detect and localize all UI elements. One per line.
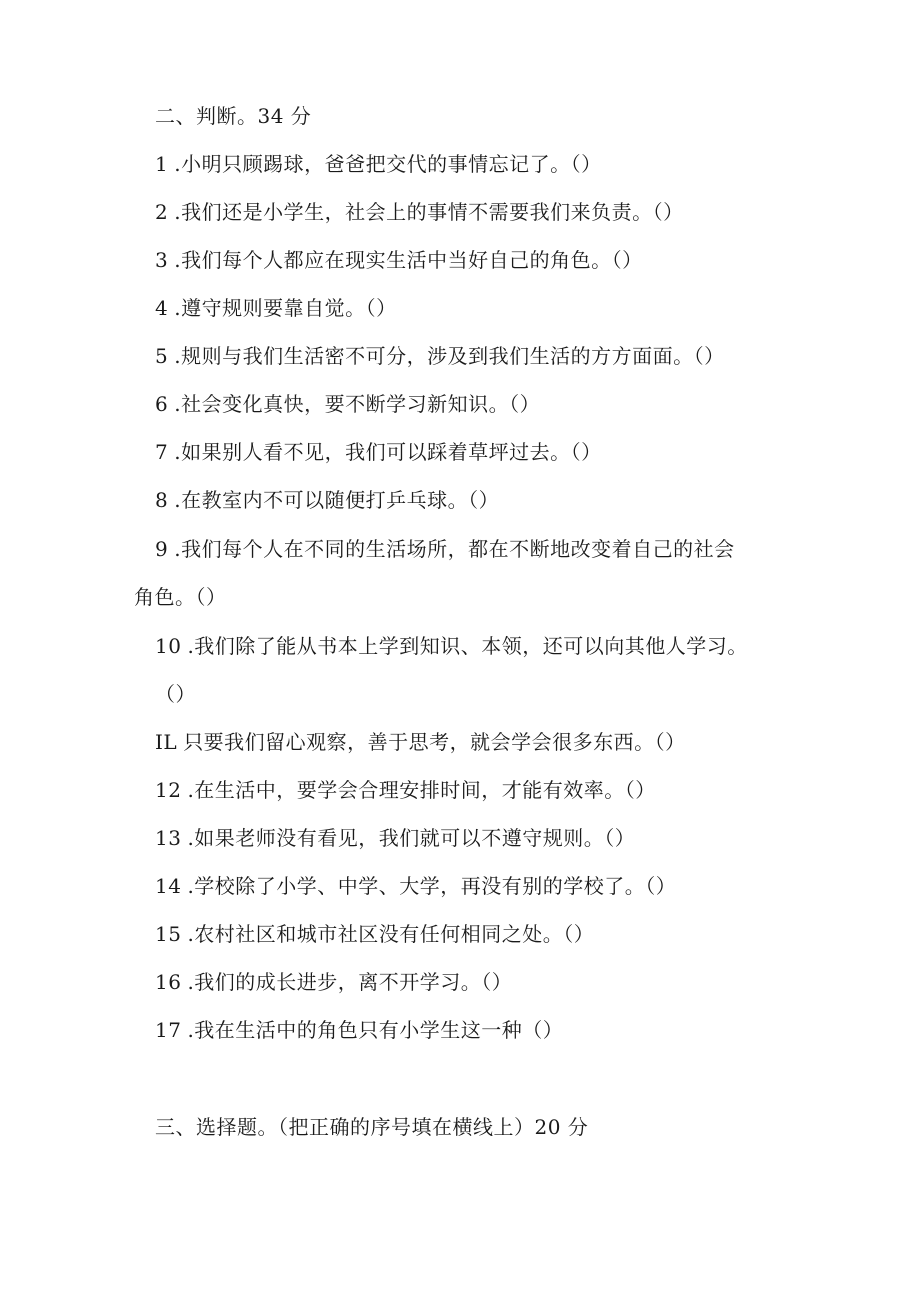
question-number: 14 (155, 874, 182, 898)
question-number: 4 (155, 296, 169, 320)
question-17 (155, 1015, 563, 1045)
question-5 (155, 341, 725, 371)
question-number: 17 (155, 1018, 182, 1042)
question-11 (155, 727, 686, 757)
question-10 (155, 631, 748, 661)
question-6 (155, 389, 540, 419)
question-text: .规则与我们生活密不可分，涉及到我们生活的方方面面。（） (174, 344, 725, 368)
question-number: 2 (155, 200, 169, 224)
question-text: .我们每个人在不同的生活场所，都在不断地改变着自己的社会 (174, 537, 735, 561)
question-number: 3 (155, 248, 169, 272)
question-14 (155, 871, 676, 901)
question-13 (155, 823, 635, 853)
question-text: .我在生活中的角色只有小学生这一种（） (187, 1018, 564, 1042)
question-text: .我们除了能从书本上学到知识、本领，还可以向其他人学习。 (187, 634, 748, 658)
question-9 (155, 534, 735, 564)
question-16 (155, 967, 512, 997)
question-text: .在教室内不可以随便打乒乓球。（） (174, 488, 500, 512)
question-text: .我们每个人都应在现实生活中当好自己的角色。（） (174, 248, 643, 272)
question-number: 8 (155, 488, 169, 512)
question-2 (155, 197, 684, 227)
question-8 (155, 485, 499, 515)
question-15 (155, 919, 594, 949)
question-text: .我们还是小学生，社会上的事情不需要我们来负责。（） (174, 200, 684, 224)
question-number: 6 (155, 392, 169, 416)
question-number: 16 (155, 970, 182, 994)
section-heading-judge: 二、判断。34 分 (155, 104, 312, 128)
question-text: .如果老师没有看见，我们就可以不遵守规则。（） (187, 826, 636, 850)
question-text: .小明只顾踢球，爸爸把交代的事情忘记了。（） (174, 152, 602, 176)
question-number: 9 (155, 537, 169, 561)
section-heading-choice: 三、选择题。（把正确的序号填在横线上）20 分 (155, 1115, 589, 1139)
question-12 (155, 775, 656, 805)
question-3 (155, 245, 643, 275)
question-9-continuation: 角色。（） (134, 585, 227, 609)
question-text: .遵守规则要靠自觉。（） (174, 296, 397, 320)
question-7 (155, 437, 602, 467)
question-text: .如果别人看不见，我们可以踩着草坪过去。（） (174, 440, 602, 464)
question-10-continuation: （） (155, 682, 196, 706)
question-text: .我们的成长进步，离不开学习。（） (187, 970, 513, 994)
question-number: 1 (155, 152, 169, 176)
question-1 (155, 149, 602, 179)
question-text: .学校除了小学、中学、大学，再没有别的学校了。（） (187, 874, 677, 898)
question-number: 12 (155, 778, 182, 802)
question-text: .在生活中，要学会合理安排时间，才能有效率。（） (187, 778, 656, 802)
question-number: 7 (155, 440, 169, 464)
question-4 (155, 293, 397, 323)
question-text: .农村社区和城市社区没有任何相同之处。（） (187, 922, 595, 946)
question-number: 5 (155, 344, 169, 368)
question-number: IL (155, 730, 178, 754)
question-text: .社会变化真快，要不断学习新知识。（） (174, 392, 541, 416)
question-number: 15 (155, 922, 182, 946)
question-number: 10 (155, 634, 182, 658)
question-number: 13 (155, 826, 182, 850)
question-text: 只要我们留心观察，善于思考，就会学会很多东西。（） (183, 730, 686, 754)
